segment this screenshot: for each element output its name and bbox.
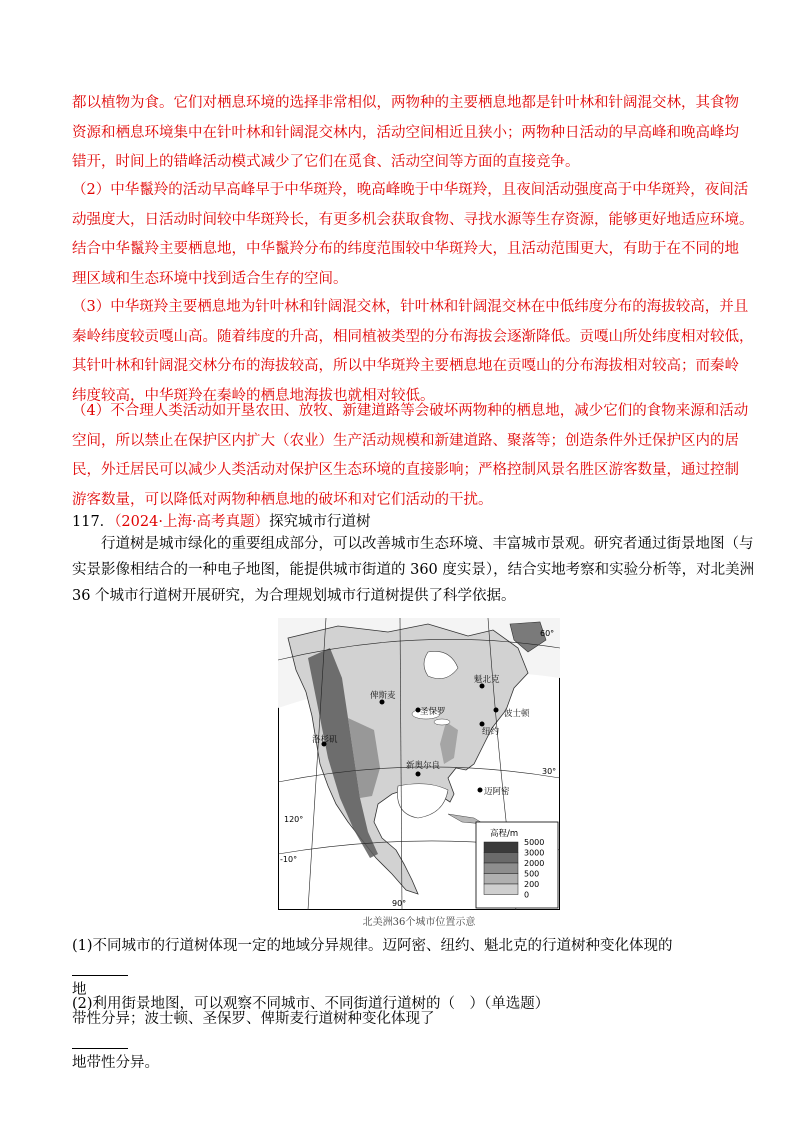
text-line: （3）中华斑羚主要栖息地为针叶林和针阔混交林，针叶林和针阔混交林在中低纬度分布的海拔较高，并且: [72, 299, 749, 315]
city-boston: 波士顿: [504, 709, 530, 719]
text-line: 结合中华鬣羚主要栖息地，中华鬣羚分布的纬度范围较中华斑羚大，且活动范围更大，有助于在不同的地: [72, 241, 739, 257]
legend-swatch: [484, 863, 518, 874]
lon-label-120: 120°: [284, 815, 304, 824]
city-new-york: 纽约: [482, 727, 500, 737]
text-line: 其针叶林和针阔混交林分布的海拔较高，所以中华斑羚主要栖息地在贡嘎山的分布海拔相对较高；而秦岭: [72, 358, 739, 374]
text-line: 36 个城市行道树开展研究，为合理规划城市行道树提供了科学依据。: [72, 588, 516, 604]
answer-blank-2[interactable]: [72, 1034, 128, 1049]
question-header: [72, 510, 371, 531]
north-america-map: [278, 618, 560, 910]
lat-label-30: 30°: [542, 767, 557, 776]
question-intro: [72, 531, 755, 609]
map-caption: 北美洲36个城市位置示意: [362, 917, 476, 928]
text-line: （4）不合理人类活动如开垦农田、放牧、新建道路等会破坏两物种的栖息地，减少它们的食物来源和活动: [72, 403, 749, 419]
text-line: 理区域和生态环境中找到适合生存的空间。: [72, 270, 348, 287]
text-line: 资源和栖息环境集中在针叶林和针阔混交林内，活动空间相近且狭小；两物种日活动的早高峰和晚高峰均: [72, 124, 739, 141]
city-miami: 迈阿密: [484, 787, 510, 797]
city-new-orleans: 新奥尔良: [406, 761, 441, 771]
legend-swatch: [484, 874, 518, 885]
text-line: 行道树是城市绿化的重要组成部分，可以改善城市生态环境、丰富城市景观。研究者通过街景地图（与: [72, 536, 754, 552]
legend-value: 500: [524, 869, 540, 879]
answer-paragraph-2: [72, 176, 754, 294]
legend-value: 3000: [524, 848, 545, 858]
subquestion-2-text: (2)利用街景地图，可以观察不同城市、不同街道行道树的（ ）（单选题）: [72, 996, 550, 1012]
text-line: 纬度较高，中华斑羚在秦岭的栖息地海拔也就相对较低。: [72, 387, 435, 404]
legend-value: 5000: [524, 838, 545, 847]
text-line: 空间，所以禁止在保护区内扩大（农业）生产活动规模和新建道路、聚落等；创造条件外迁保护区内的居: [72, 432, 739, 449]
text-line: 实景影像相结合的一种电子地图，能提供城市街道的 360 度实景），结合实地考察和实验分析等，对北美洲: [72, 562, 755, 578]
legend-swatch: [484, 842, 518, 853]
subquestion-2: [72, 990, 732, 1019]
lat-label-60: 60°: [540, 629, 555, 638]
subquestion-1-text-d: 地带性分异。: [72, 1055, 159, 1071]
text-line: （2）中华鬣羚的活动早高峰早于中华斑羚，晚高峰晚于中华斑羚，且夜间活动强度高于中华斑羚，夜间活: [72, 182, 749, 198]
subquestion-1-text-c: 带性分异；波士顿、圣保罗、俾斯麦行道树种变化体现了: [72, 1011, 435, 1027]
legend-value: 0: [524, 890, 530, 900]
elevation-legend: [476, 822, 558, 908]
lat-label-10: -10°: [280, 855, 298, 864]
text-line: 民，外迁居民可以减少人类活动对保护区生态环境的直接影响；严格控制风景名胜区游客数量，通过控制: [72, 462, 739, 478]
city-bismarck: 俾斯麦: [370, 691, 396, 701]
text-line: 都以植物为食。它们对栖息环境的选择非常相似，两物种的主要栖息地都是针叶林和针阔混交林，其食物: [72, 95, 739, 111]
legend-swatch: [484, 884, 518, 895]
text-line: 游客数量，可以降低对两物种栖息地的破坏和对它们活动的干扰。: [72, 491, 493, 508]
text-line: 动强度大，日活动时间较中华斑羚长，有更多机会获取食物、寻找水源等生存资源，能够更好地适应环境。: [72, 211, 754, 228]
legend-value: 2000: [524, 859, 545, 868]
subquestion-1-text-a: (1)不同城市的行道树体现一定的地域分异规律。迈阿密、纽约、魁北克的行道树种变化体现的: [72, 938, 673, 954]
legend-swatch: [484, 853, 518, 864]
question-number: 117．: [72, 514, 115, 530]
question-source: （2024·上海·高考真题）: [114, 514, 270, 530]
lon-label-90: 90°: [392, 899, 407, 908]
subquestion-1-text-b: 地: [72, 982, 87, 998]
answer-paragraph-1: [72, 89, 739, 178]
legend-title: 高程/m: [490, 829, 519, 839]
city-saint-paul: 圣保罗: [420, 707, 446, 717]
text-line: 秦岭纬度较贡嘎山高。随着纬度的升高，相同植被类型的分布海拔会逐渐降低。贡嘎山所处纬度相对较低，: [72, 328, 754, 345]
question-title: 探究城市行道树: [269, 514, 371, 530]
text-line: 错开，时间上的错峰活动模式减少了它们在觅食、活动空间等方面的直接竞争。: [72, 154, 580, 170]
city-quebec: 魁北克: [474, 675, 500, 685]
answer-blank-1[interactable]: [72, 961, 128, 976]
legend-value: 200: [524, 880, 540, 889]
city-los-angeles: 洛杉矶: [312, 735, 338, 745]
answer-paragraph-4: [72, 397, 749, 515]
